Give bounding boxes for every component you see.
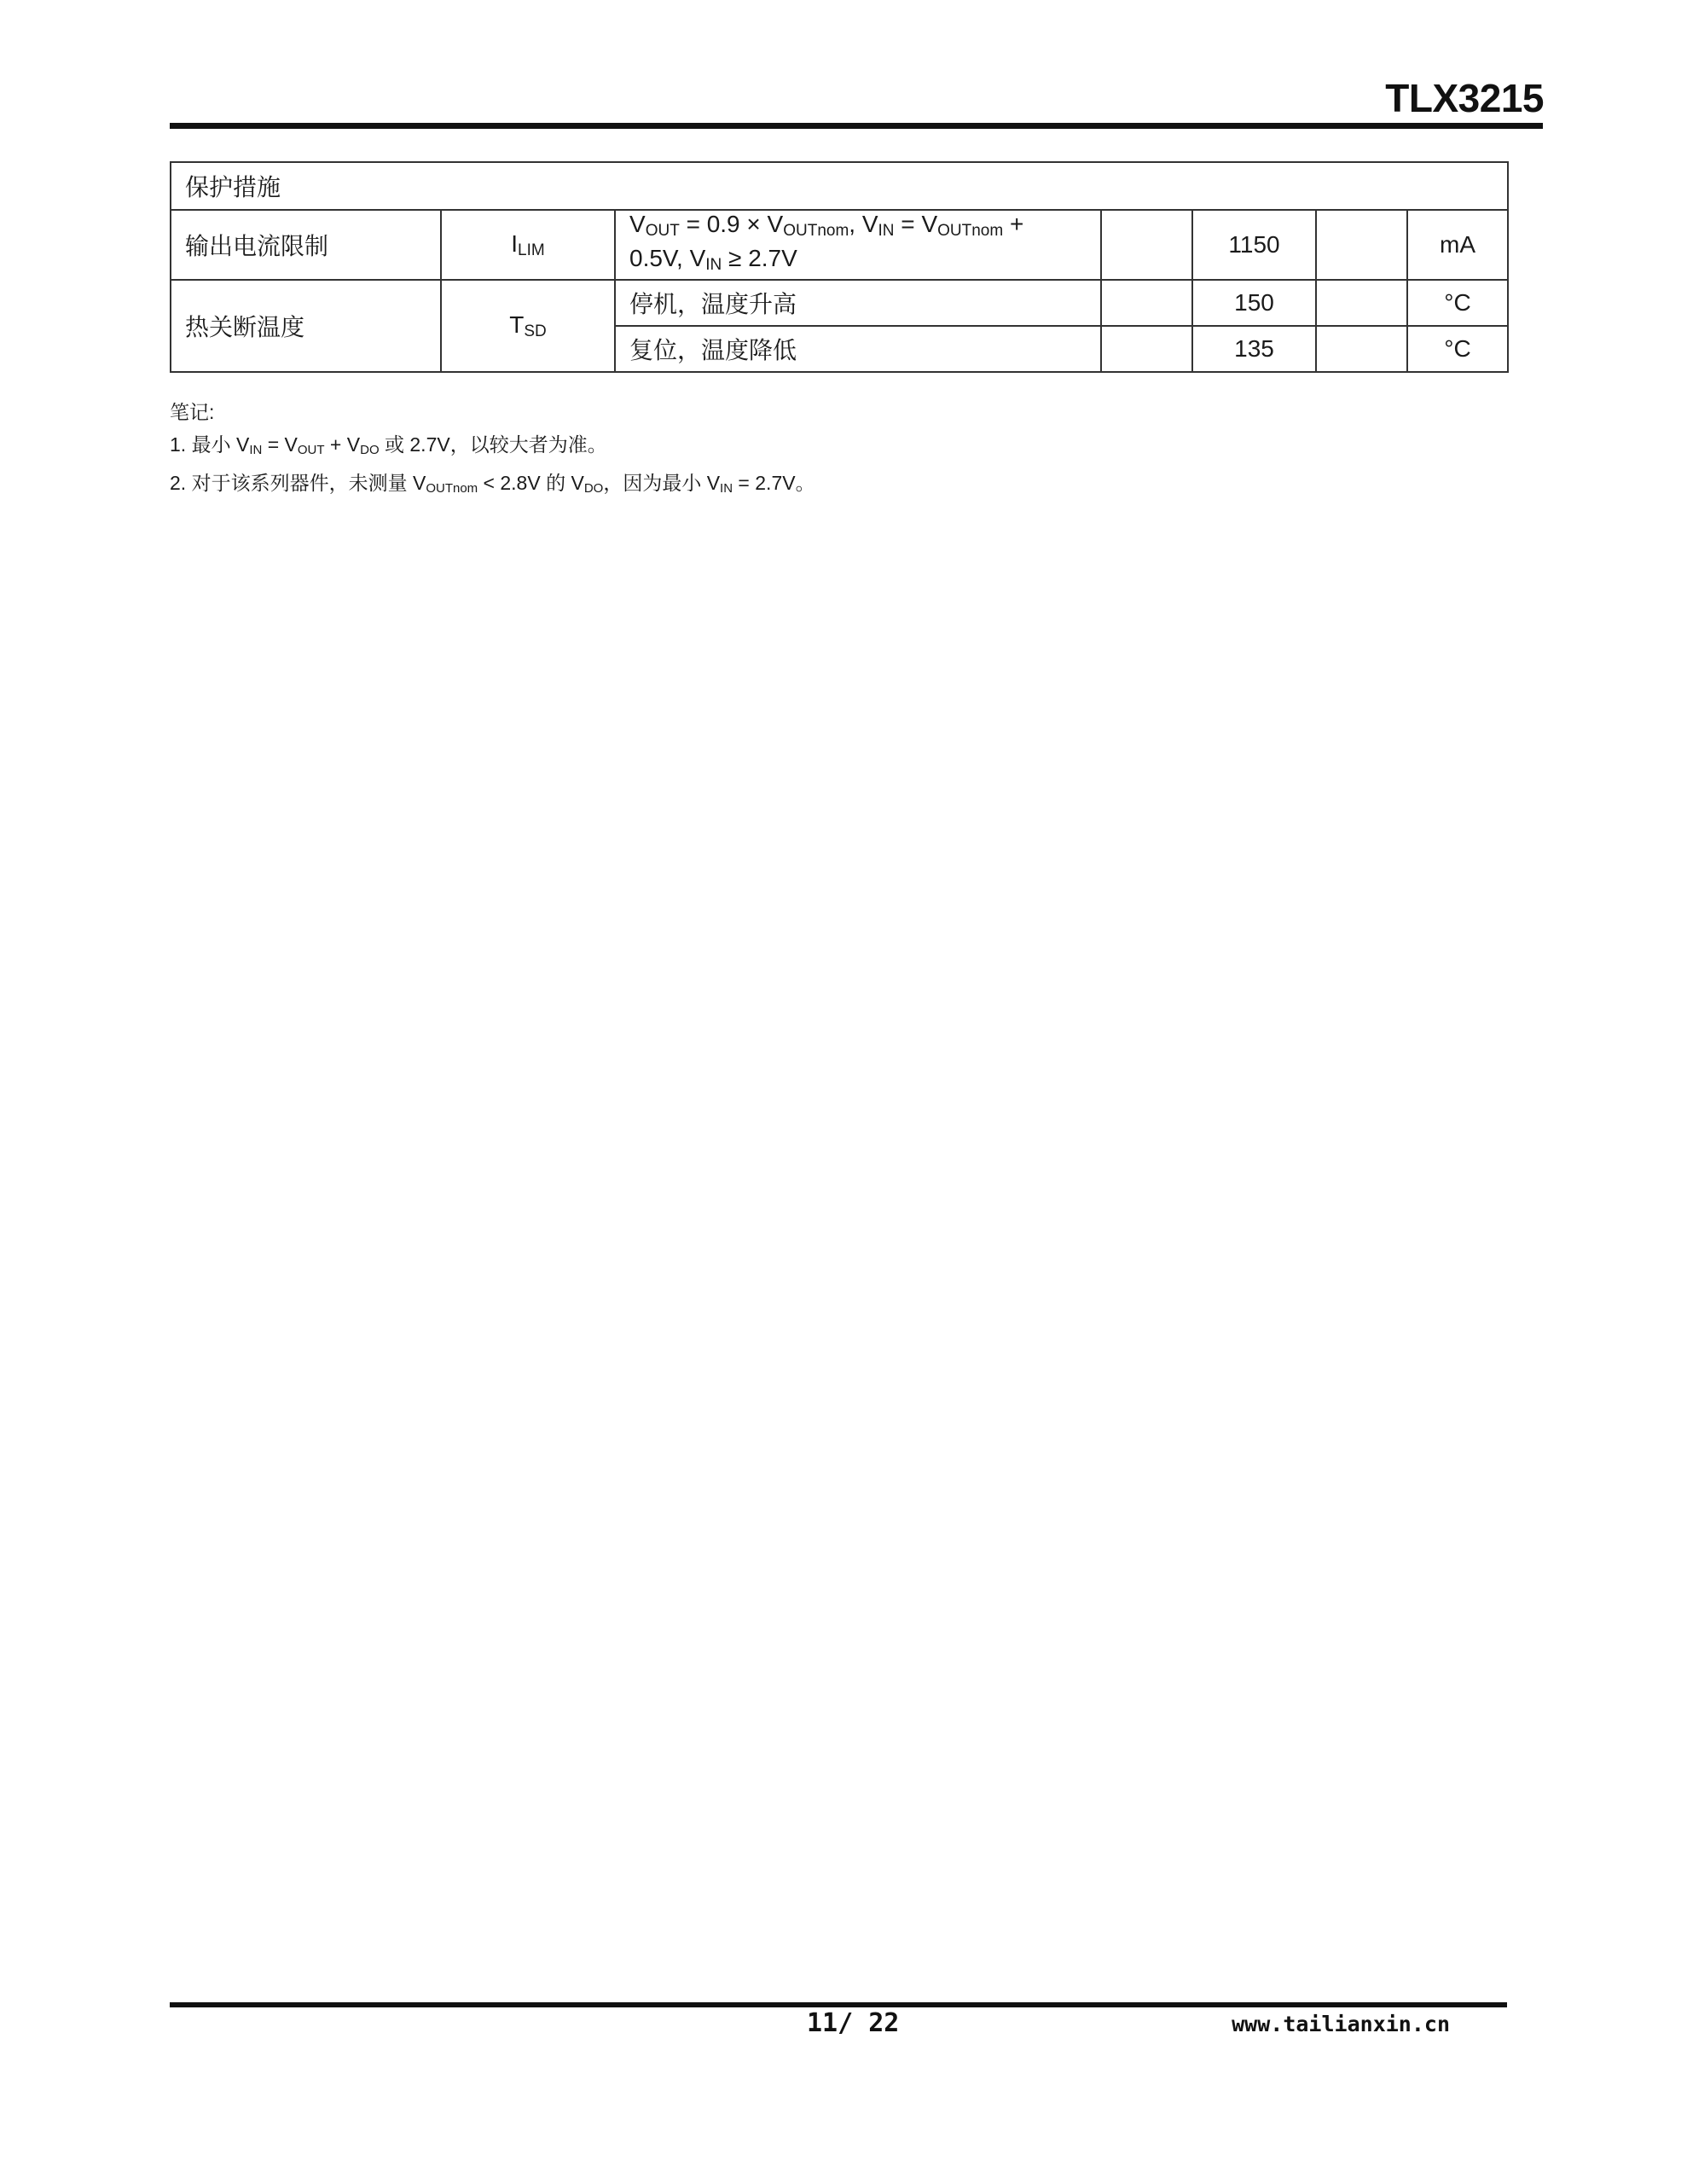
unit: °C xyxy=(1407,280,1508,326)
typ-value: 150 xyxy=(1192,280,1316,326)
document-title: TLX3215 xyxy=(1385,76,1544,120)
param-name: 热关断温度 xyxy=(171,280,441,372)
test-condition: 复位，温度降低 xyxy=(615,326,1101,372)
max-value xyxy=(1316,280,1407,326)
protection-spec-table xyxy=(170,161,1509,373)
page-number: 11/ 22 xyxy=(807,2008,900,2038)
max-value xyxy=(1316,210,1407,280)
test-condition: 停机，温度升高 xyxy=(615,280,1101,326)
param-symbol: $T_{SD}$ xyxy=(441,280,615,372)
unit: °C xyxy=(1407,326,1508,372)
unit: mA xyxy=(1407,210,1508,280)
website-link[interactable]: www.tailianxin.cn xyxy=(1232,2012,1450,2036)
typ-value: 1150 xyxy=(1192,210,1316,280)
footer-divider xyxy=(170,2002,1507,2007)
header-divider xyxy=(170,123,1543,129)
min-value xyxy=(1101,280,1192,326)
max-value xyxy=(1316,326,1407,372)
section-title: 保护措施 xyxy=(171,162,1508,210)
test-condition: $V_{OUT} = 0.9 \times V_{OUTnom}$, $V_{IN} = V_{OUTnom}$ + 0.5V, $V_{IN} \ge 2.7V$ xyxy=(615,210,1101,280)
typ-value: 135 xyxy=(1192,326,1316,372)
table-section-row xyxy=(171,162,1508,210)
param-symbol: $I_{LIM}$ xyxy=(441,210,615,280)
min-value xyxy=(1101,210,1192,280)
note-2: 2. 对于该系列器件，未测量 $V_{OUTnom} < 2.8V$ 的 $V_{DO}$，因为最小 $V_{IN} = 2.7V$。 xyxy=(170,472,815,496)
note-1: 1. 最小 $V_{IN} = V_{OUT} + V_{DO}$ 或 2.7V，以较大者为准。 xyxy=(170,433,607,457)
notes-heading: 笔记: xyxy=(170,401,215,423)
table-row xyxy=(171,280,1508,326)
notes-section xyxy=(170,396,815,505)
table-row xyxy=(171,210,1508,280)
min-value xyxy=(1101,326,1192,372)
param-name: 输出电流限制 xyxy=(171,210,441,280)
